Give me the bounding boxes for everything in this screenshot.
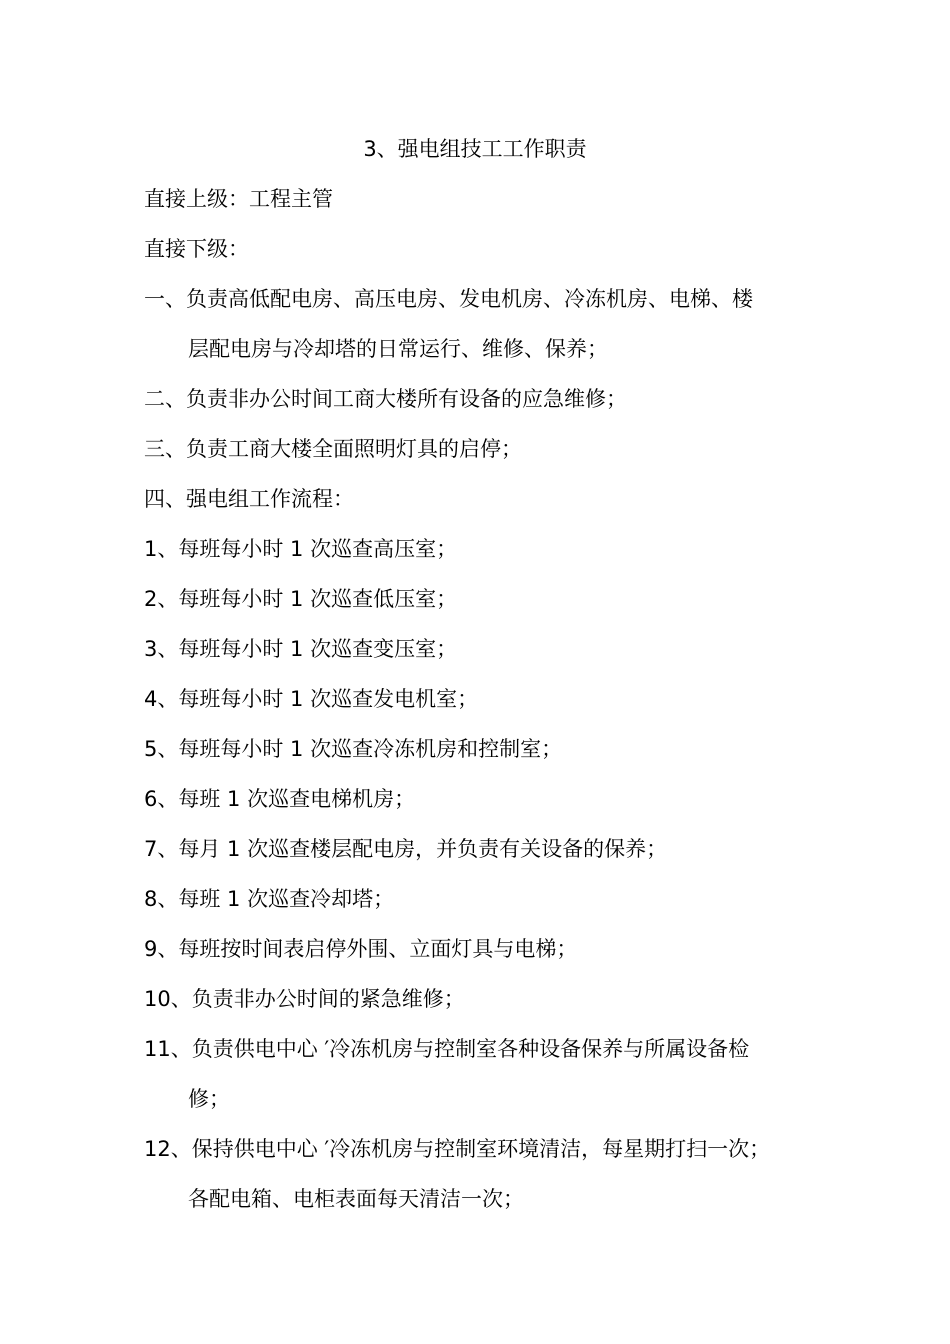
procedure-step-9: 9、每班按时间表启停外围、立面灯具与电梯； [144, 937, 578, 961]
procedure-step-6: 6、每班 1 次巡查电梯机房； [144, 787, 416, 811]
direct-subordinate-line: 直接下级： [144, 237, 249, 261]
procedure-step-3: 3、每班每小时 1 次巡查变压室； [144, 637, 458, 661]
page-title: 3、强电组技工工作职责 [363, 137, 587, 161]
procedure-step-11-continued: 修； [188, 1087, 230, 1111]
duty-item-3: 三、负责工商大楼全面照明灯具的启停； [144, 437, 522, 461]
procedure-step-1: 1、每班每小时 1 次巡查高压室； [144, 537, 458, 561]
procedure-step-12-continued: 各配电箱、电柜表面每天清洁一次； [188, 1187, 524, 1211]
duty-item-1: 一、负责高低配电房、高压电房、发电机房、冷冻机房、电梯、楼 [144, 287, 753, 311]
procedure-step-5: 5、每班每小时 1 次巡查冷冻机房和控制室； [144, 737, 563, 761]
procedure-step-10: 10、负责非办公时间的紧急维修； [144, 987, 465, 1011]
duty-item-4-heading: 四、强电组工作流程： [144, 487, 354, 511]
procedure-step-4: 4、每班每小时 1 次巡查发电机室； [144, 687, 479, 711]
direct-supervisor-line: 直接上级：工程主管 [144, 187, 333, 211]
procedure-step-7: 7、每月 1 次巡查楼层配电房，并负责有关设备的保养； [144, 837, 668, 861]
procedure-step-8: 8、每班 1 次巡查冷却塔； [144, 887, 395, 911]
procedure-step-2: 2、每班每小时 1 次巡查低压室； [144, 587, 458, 611]
duty-item-1-continued: 层配电房与冷却塔的日常运行、维修、保养； [188, 337, 608, 361]
procedure-step-11: 11、负责供电中心 ′冷冻机房与控制室各种设备保养与所属设备检 [144, 1037, 750, 1061]
duty-item-2: 二、负责非办公时间工商大楼所有设备的应急维修； [144, 387, 627, 411]
procedure-step-12: 12、保持供电中心 ′冷冻机房与控制室环境清洁，每星期打扫一次； [144, 1137, 771, 1161]
